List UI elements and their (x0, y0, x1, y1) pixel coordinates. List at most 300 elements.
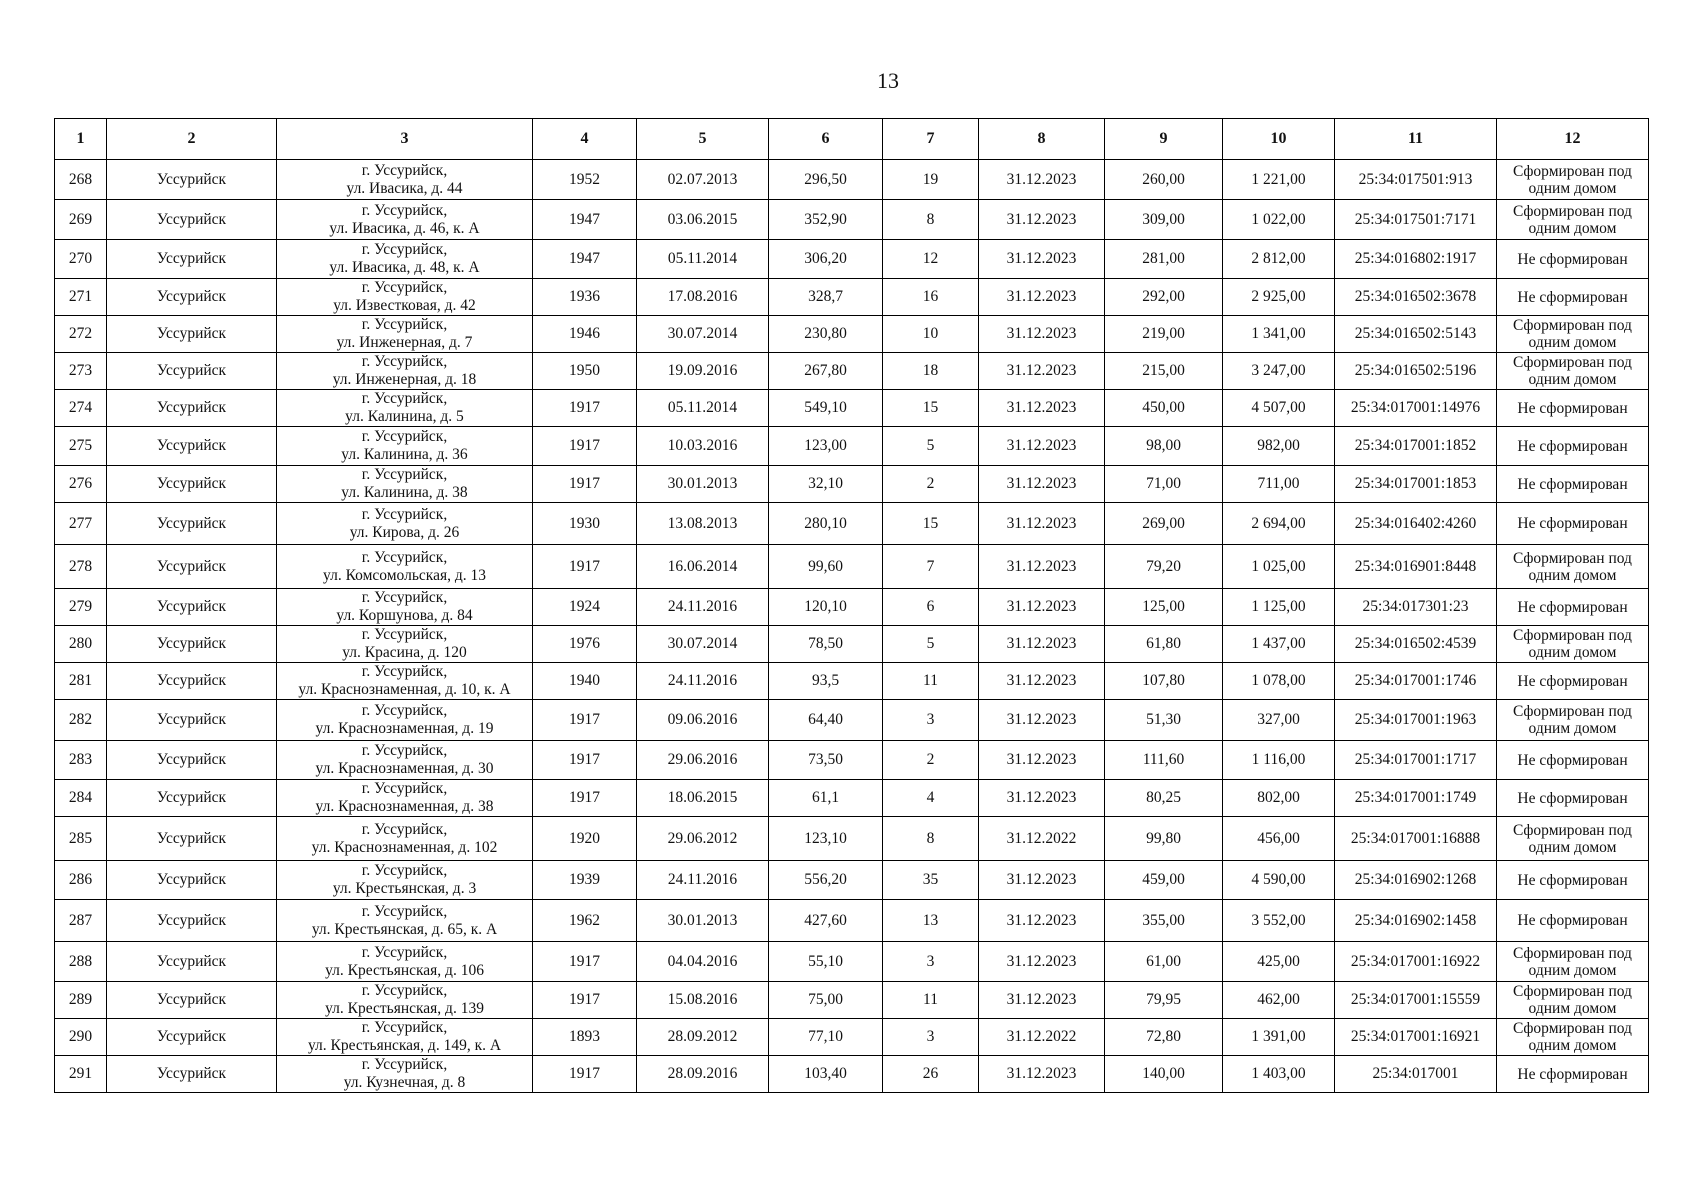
address-cell (277, 780, 533, 817)
city-cell: Уссурийск (107, 503, 277, 545)
living-area-cell: 72,80 (1105, 1019, 1223, 1056)
address-line: г. Уссурийск, (361, 1056, 448, 1073)
address-cell (277, 626, 533, 663)
land-area-cell: 425,00 (1223, 942, 1335, 982)
num-cell: 289 (55, 982, 107, 1019)
land-status-cell (1497, 427, 1649, 466)
land-status-cell (1497, 1019, 1649, 1056)
address-line: г. Уссурийск, (361, 626, 448, 643)
address-line: ул. Ивасика, д. 46, к. А (329, 219, 480, 237)
year-cell: 1939 (533, 861, 637, 900)
residents-cell: 11 (883, 982, 979, 1019)
status-line: одним домом (1528, 961, 1617, 979)
address-cell (277, 427, 533, 466)
living-area-cell: 79,95 (1105, 982, 1223, 1019)
area-cell: 280,10 (769, 503, 883, 545)
living-area-cell: 269,00 (1105, 503, 1223, 545)
status-line: Не сформирован (1517, 288, 1628, 306)
land-status-cell (1497, 545, 1649, 589)
address-cell (277, 279, 533, 316)
num-cell: 287 (55, 900, 107, 942)
land-status-cell (1497, 817, 1649, 861)
land-status-cell (1497, 279, 1649, 316)
address-cell (277, 982, 533, 1019)
address-line: ул. Крестьянская, д. 65, к. А (311, 920, 498, 938)
city-cell: Уссурийск (107, 1019, 277, 1056)
deadline-cell: 31.12.2023 (979, 900, 1105, 942)
column-header: 9 (1105, 119, 1223, 160)
year-cell: 1917 (533, 427, 637, 466)
address-cell (277, 700, 533, 741)
deadline-cell: 31.12.2023 (979, 503, 1105, 545)
year-cell: 1924 (533, 589, 637, 626)
table-row (55, 240, 1649, 279)
status-line: Сформирован под (1513, 821, 1632, 839)
living-area-cell: 260,00 (1105, 160, 1223, 200)
table-row (55, 780, 1649, 817)
deadline-cell: 31.12.2023 (979, 589, 1105, 626)
address-cell (277, 900, 533, 942)
address-line: г. Уссурийск, (361, 466, 448, 483)
land-status-cell (1497, 503, 1649, 545)
residents-cell: 6 (883, 589, 979, 626)
year-cell: 1976 (533, 626, 637, 663)
deadline-cell: 31.12.2023 (979, 780, 1105, 817)
cadastral-cell: 25:34:017001:1746 (1335, 663, 1497, 700)
residents-cell: 7 (883, 545, 979, 589)
cadastral-cell: 25:34:016502:3678 (1335, 279, 1497, 316)
area-cell: 32,10 (769, 466, 883, 503)
date-cell: 24.11.2016 (637, 663, 769, 700)
table-row (55, 200, 1649, 240)
land-area-cell: 1 437,00 (1223, 626, 1335, 663)
status-line: одним домом (1528, 371, 1617, 388)
address-line: ул. Краснознаменная, д. 30 (315, 760, 494, 777)
num-cell: 285 (55, 817, 107, 861)
address-line: г. Уссурийск, (361, 279, 448, 296)
cadastral-cell: 25:34:016802:1917 (1335, 240, 1497, 279)
status-line: Не сформирован (1517, 912, 1628, 929)
land-status-cell (1497, 160, 1649, 200)
num-cell: 268 (55, 160, 107, 200)
cadastral-cell: 25:34:017501:7171 (1335, 200, 1497, 240)
status-line: Не сформирован (1517, 751, 1628, 769)
address-cell (277, 353, 533, 390)
city-cell: Уссурийск (107, 200, 277, 240)
address-cell (277, 316, 533, 353)
deadline-cell: 31.12.2023 (979, 390, 1105, 427)
status-line: Не сформирован (1517, 515, 1628, 532)
residents-cell: 18 (883, 353, 979, 390)
status-line: Сформирован под (1513, 162, 1632, 180)
city-cell: Уссурийск (107, 279, 277, 316)
address-line: ул. Кирова, д. 26 (349, 523, 460, 541)
area-cell: 120,10 (769, 589, 883, 626)
address-line: г. Уссурийск, (361, 548, 448, 566)
page-number: 13 (877, 68, 899, 93)
land-status-cell (1497, 316, 1649, 353)
living-area-cell: 61,00 (1105, 942, 1223, 982)
address-line: ул. Известковая, д. 42 (333, 297, 476, 314)
year-cell: 1917 (533, 942, 637, 982)
deadline-cell: 31.12.2023 (979, 1056, 1105, 1093)
residents-cell: 26 (883, 1056, 979, 1093)
land-area-cell: 1 125,00 (1223, 589, 1335, 626)
land-status-cell (1497, 982, 1649, 1019)
residents-cell: 35 (883, 861, 979, 900)
deadline-cell: 31.12.2023 (979, 466, 1105, 503)
area-cell: 93,5 (769, 663, 883, 700)
year-cell: 1917 (533, 780, 637, 817)
area-cell: 267,80 (769, 353, 883, 390)
date-cell: 05.11.2014 (637, 240, 769, 279)
address-cell (277, 200, 533, 240)
year-cell: 1947 (533, 200, 637, 240)
city-cell: Уссурийск (107, 982, 277, 1019)
area-cell: 55,10 (769, 942, 883, 982)
year-cell: 1952 (533, 160, 637, 200)
date-cell: 13.08.2013 (637, 503, 769, 545)
residents-cell: 12 (883, 240, 979, 279)
deadline-cell: 31.12.2023 (979, 663, 1105, 700)
city-cell: Уссурийск (107, 700, 277, 741)
address-line: г. Уссурийск, (361, 820, 448, 838)
address-line: г. Уссурийск, (361, 702, 448, 719)
land-area-cell: 3 552,00 (1223, 900, 1335, 942)
area-cell: 75,00 (769, 982, 883, 1019)
status-line: Сформирован под (1513, 944, 1632, 962)
table-row (55, 279, 1649, 316)
num-cell: 286 (55, 861, 107, 900)
column-header: 1 (55, 119, 107, 160)
land-area-cell: 1 116,00 (1223, 741, 1335, 780)
living-area-cell: 125,00 (1105, 589, 1223, 626)
city-cell: Уссурийск (107, 240, 277, 279)
deadline-cell: 31.12.2022 (979, 817, 1105, 861)
residents-cell: 15 (883, 390, 979, 427)
date-cell: 03.06.2015 (637, 200, 769, 240)
deadline-cell: 31.12.2023 (979, 160, 1105, 200)
area-cell: 78,50 (769, 626, 883, 663)
address-line: г. Уссурийск, (361, 241, 448, 258)
living-area-cell: 215,00 (1105, 353, 1223, 390)
area-cell: 296,50 (769, 160, 883, 200)
address-line: ул. Краснознаменная, д. 102 (311, 838, 498, 856)
num-cell: 277 (55, 503, 107, 545)
date-cell: 18.06.2015 (637, 780, 769, 817)
date-cell: 19.09.2016 (637, 353, 769, 390)
living-area-cell: 459,00 (1105, 861, 1223, 900)
date-cell: 24.11.2016 (637, 861, 769, 900)
land-area-cell: 711,00 (1223, 466, 1335, 503)
cadastral-cell: 25:34:017301:23 (1335, 589, 1497, 626)
land-status-cell (1497, 741, 1649, 780)
residents-cell: 4 (883, 780, 979, 817)
address-line: г. Уссурийск, (361, 1019, 448, 1036)
living-area-cell: 450,00 (1105, 390, 1223, 427)
deadline-cell: 31.12.2023 (979, 982, 1105, 1019)
living-area-cell: 309,00 (1105, 200, 1223, 240)
status-line: Сформирован под (1513, 703, 1632, 720)
deadline-cell: 31.12.2023 (979, 427, 1105, 466)
num-cell: 283 (55, 741, 107, 780)
residents-cell: 3 (883, 700, 979, 741)
residents-cell: 3 (883, 942, 979, 982)
land-status-cell (1497, 466, 1649, 503)
land-status-cell (1497, 240, 1649, 279)
deadline-cell: 31.12.2023 (979, 545, 1105, 589)
table-row (55, 1056, 1649, 1093)
date-cell: 02.07.2013 (637, 160, 769, 200)
cadastral-cell: 25:34:017001:16922 (1335, 942, 1497, 982)
year-cell: 1930 (533, 503, 637, 545)
table-row (55, 589, 1649, 626)
year-cell: 1893 (533, 1019, 637, 1056)
address-line: ул. Краснознаменная, д. 19 (315, 720, 494, 737)
table-row (55, 545, 1649, 589)
address-line: г. Уссурийск, (361, 982, 448, 999)
living-area-cell: 140,00 (1105, 1056, 1223, 1093)
num-cell: 269 (55, 200, 107, 240)
address-line: ул. Калинина, д. 5 (345, 408, 464, 425)
address-line: ул. Краснознаменная, д. 38 (315, 798, 494, 815)
address-line: г. Уссурийск, (361, 902, 448, 920)
land-area-cell: 4 590,00 (1223, 861, 1335, 900)
num-cell: 288 (55, 942, 107, 982)
living-area-cell: 111,60 (1105, 741, 1223, 780)
residents-cell: 5 (883, 626, 979, 663)
address-line: ул. Ивасика, д. 44 (346, 179, 463, 197)
land-area-cell: 2 925,00 (1223, 279, 1335, 316)
date-cell: 17.08.2016 (637, 279, 769, 316)
date-cell: 05.11.2014 (637, 390, 769, 427)
deadline-cell: 31.12.2022 (979, 1019, 1105, 1056)
living-area-cell: 355,00 (1105, 900, 1223, 942)
address-line: г. Уссурийск, (361, 201, 448, 219)
deadline-cell: 31.12.2023 (979, 353, 1105, 390)
land-area-cell: 1 391,00 (1223, 1019, 1335, 1056)
address-line: ул. Калинина, д. 38 (341, 484, 468, 501)
table-row (55, 700, 1649, 741)
area-cell: 73,50 (769, 741, 883, 780)
num-cell: 290 (55, 1019, 107, 1056)
land-status-cell (1497, 780, 1649, 817)
land-status-cell (1497, 200, 1649, 240)
land-status-cell (1497, 942, 1649, 982)
status-line: Сформирован под (1513, 354, 1632, 371)
address-cell (277, 240, 533, 279)
date-cell: 24.11.2016 (637, 589, 769, 626)
cadastral-cell: 25:34:016901:8448 (1335, 545, 1497, 589)
address-line: г. Уссурийск, (361, 780, 448, 797)
status-line: одним домом (1528, 644, 1617, 661)
land-status-cell (1497, 861, 1649, 900)
city-cell: Уссурийск (107, 390, 277, 427)
land-status-cell (1497, 626, 1649, 663)
city-cell: Уссурийск (107, 353, 277, 390)
status-line: Не сформирован (1517, 475, 1628, 493)
address-line: ул. Комсомольская, д. 13 (323, 566, 486, 584)
column-header: 11 (1335, 119, 1497, 160)
residents-cell: 11 (883, 663, 979, 700)
status-line: Не сформирован (1517, 1065, 1628, 1083)
status-line: одним домом (1528, 838, 1617, 856)
column-header: 2 (107, 119, 277, 160)
table-row (55, 316, 1649, 353)
num-cell: 272 (55, 316, 107, 353)
date-cell: 29.06.2016 (637, 741, 769, 780)
status-line: одним домом (1528, 334, 1617, 351)
date-cell: 28.09.2016 (637, 1056, 769, 1093)
living-area-cell: 219,00 (1105, 316, 1223, 353)
address-cell (277, 390, 533, 427)
deadline-cell: 31.12.2023 (979, 626, 1105, 663)
cadastral-cell: 25:34:016502:5196 (1335, 353, 1497, 390)
column-header: 10 (1223, 119, 1335, 160)
city-cell: Уссурийск (107, 861, 277, 900)
city-cell: Уссурийск (107, 626, 277, 663)
column-header: 5 (637, 119, 769, 160)
address-line: г. Уссурийск, (361, 390, 448, 407)
deadline-cell: 31.12.2023 (979, 861, 1105, 900)
year-cell: 1917 (533, 1056, 637, 1093)
land-area-cell: 3 247,00 (1223, 353, 1335, 390)
area-cell: 61,1 (769, 780, 883, 817)
land-area-cell: 982,00 (1223, 427, 1335, 466)
header-row (55, 119, 1649, 160)
table-row (55, 861, 1649, 900)
land-area-cell: 1 341,00 (1223, 316, 1335, 353)
address-cell (277, 817, 533, 861)
table-row (55, 663, 1649, 700)
table-row (55, 353, 1649, 390)
status-line: Сформирован под (1513, 202, 1632, 220)
address-cell (277, 589, 533, 626)
date-cell: 16.06.2014 (637, 545, 769, 589)
status-line: Не сформирован (1517, 399, 1628, 417)
status-line: одним домом (1528, 720, 1617, 737)
residents-cell: 2 (883, 741, 979, 780)
address-cell (277, 1056, 533, 1093)
table-row (55, 817, 1649, 861)
status-line: Сформирован под (1513, 627, 1632, 644)
address-line: г. Уссурийск, (361, 862, 448, 879)
area-cell: 230,80 (769, 316, 883, 353)
cadastral-cell: 25:34:017001:16888 (1335, 817, 1497, 861)
cadastral-cell: 25:34:017001:1853 (1335, 466, 1497, 503)
table-row (55, 942, 1649, 982)
cadastral-cell: 25:34:017001 (1335, 1056, 1497, 1093)
city-cell: Уссурийск (107, 545, 277, 589)
land-area-cell: 1 025,00 (1223, 545, 1335, 589)
table-row (55, 741, 1649, 780)
land-status-cell (1497, 663, 1649, 700)
deadline-cell: 31.12.2023 (979, 200, 1105, 240)
living-area-cell: 79,20 (1105, 545, 1223, 589)
status-line: одним домом (1528, 1037, 1617, 1054)
status-line: одним домом (1528, 1000, 1617, 1017)
residents-cell: 13 (883, 900, 979, 942)
living-area-cell: 292,00 (1105, 279, 1223, 316)
address-line: г. Уссурийск, (361, 943, 448, 961)
living-area-cell: 99,80 (1105, 817, 1223, 861)
cadastral-cell: 25:34:016902:1458 (1335, 900, 1497, 942)
housing-registry-table (54, 118, 1649, 1093)
city-cell: Уссурийск (107, 817, 277, 861)
city-cell: Уссурийск (107, 1056, 277, 1093)
address-line: ул. Красина, д. 120 (342, 644, 467, 661)
num-cell: 275 (55, 427, 107, 466)
area-cell: 328,7 (769, 279, 883, 316)
date-cell: 04.04.2016 (637, 942, 769, 982)
area-cell: 77,10 (769, 1019, 883, 1056)
date-cell: 15.08.2016 (637, 982, 769, 1019)
table-row (55, 1019, 1649, 1056)
address-line: г. Уссурийск, (361, 505, 448, 523)
address-line: ул. Инженерная, д. 7 (336, 334, 473, 351)
date-cell: 29.06.2012 (637, 817, 769, 861)
num-cell: 279 (55, 589, 107, 626)
land-area-cell: 1 078,00 (1223, 663, 1335, 700)
status-line: одним домом (1528, 219, 1617, 237)
city-cell: Уссурийск (107, 663, 277, 700)
residents-cell: 10 (883, 316, 979, 353)
year-cell: 1940 (533, 663, 637, 700)
address-line: ул. Ивасика, д. 48, к. А (329, 259, 480, 276)
land-status-cell (1497, 390, 1649, 427)
cadastral-cell: 25:34:017001:14976 (1335, 390, 1497, 427)
year-cell: 1950 (533, 353, 637, 390)
address-line: ул. Калинина, д. 36 (341, 446, 468, 463)
cadastral-cell: 25:34:017501:913 (1335, 160, 1497, 200)
land-area-cell: 2 812,00 (1223, 240, 1335, 279)
address-line: ул. Коршунова, д. 84 (336, 607, 473, 624)
residents-cell: 5 (883, 427, 979, 466)
status-line: Сформирован под (1513, 983, 1632, 1000)
date-cell: 10.03.2016 (637, 427, 769, 466)
living-area-cell: 71,00 (1105, 466, 1223, 503)
area-cell: 64,40 (769, 700, 883, 741)
address-line: г. Уссурийск, (361, 428, 448, 445)
year-cell: 1917 (533, 982, 637, 1019)
table-row (55, 982, 1649, 1019)
num-cell: 270 (55, 240, 107, 279)
status-line: Не сформирован (1517, 672, 1628, 690)
cadastral-cell: 25:34:017001:1749 (1335, 780, 1497, 817)
address-cell (277, 1019, 533, 1056)
area-cell: 427,60 (769, 900, 883, 942)
year-cell: 1917 (533, 545, 637, 589)
address-cell (277, 545, 533, 589)
status-line: Не сформирован (1517, 789, 1628, 807)
area-cell: 352,90 (769, 200, 883, 240)
residents-cell: 19 (883, 160, 979, 200)
residents-cell: 16 (883, 279, 979, 316)
date-cell: 28.09.2012 (637, 1019, 769, 1056)
land-area-cell: 456,00 (1223, 817, 1335, 861)
address-line: ул. Крестьянская, д. 149, к. А (307, 1037, 502, 1054)
num-cell: 291 (55, 1056, 107, 1093)
land-status-cell (1497, 1056, 1649, 1093)
living-area-cell: 281,00 (1105, 240, 1223, 279)
year-cell: 1917 (533, 700, 637, 741)
city-cell: Уссурийск (107, 316, 277, 353)
address-cell (277, 663, 533, 700)
date-cell: 09.06.2016 (637, 700, 769, 741)
land-area-cell: 2 694,00 (1223, 503, 1335, 545)
status-line: Не сформирован (1517, 598, 1628, 616)
area-cell: 123,00 (769, 427, 883, 466)
